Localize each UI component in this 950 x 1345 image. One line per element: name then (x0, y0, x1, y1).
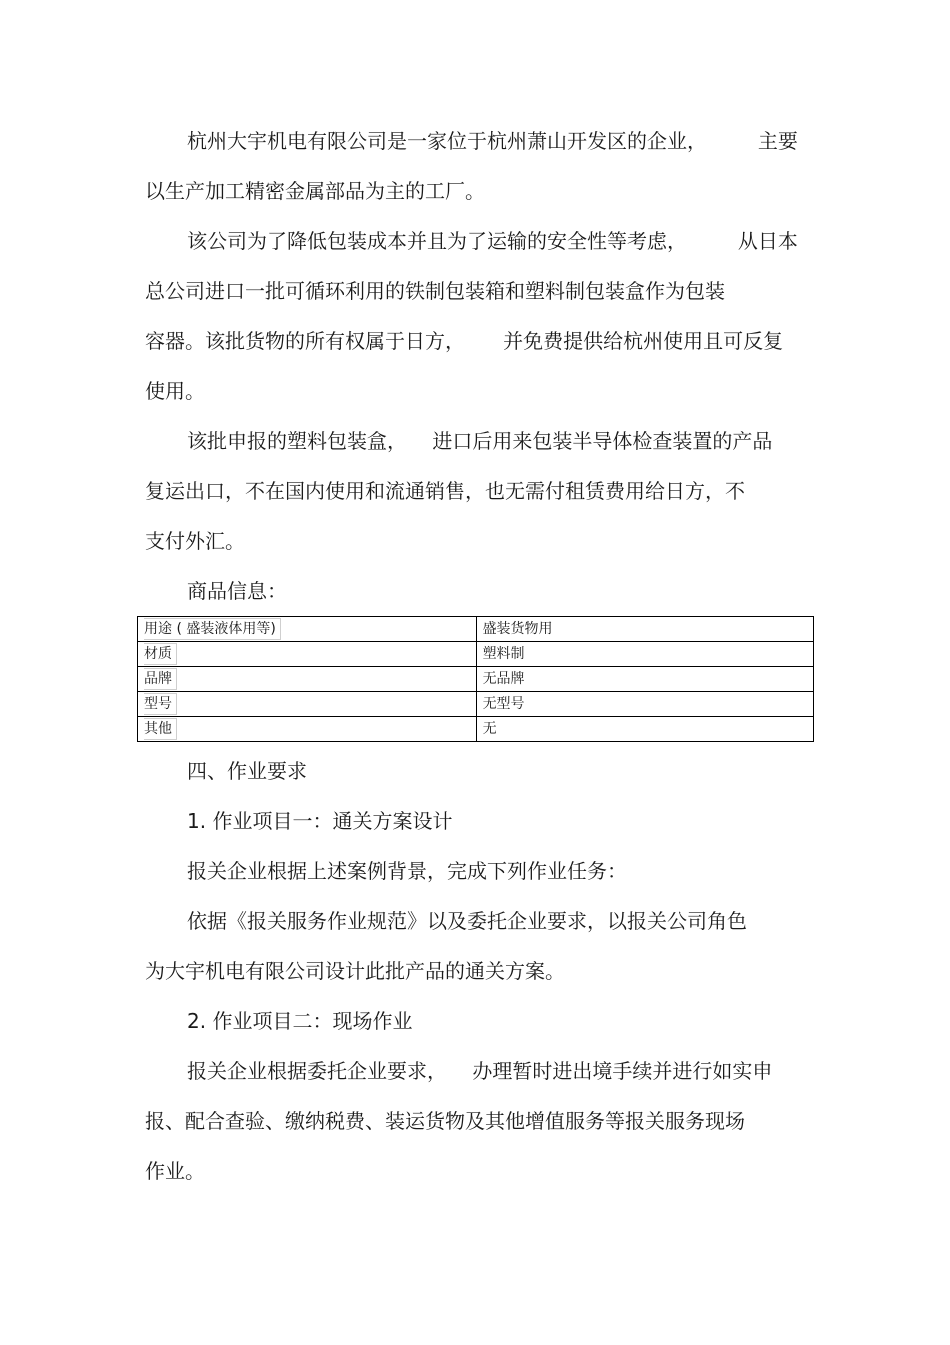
paragraph-2-line-2: 总公司进口一批可循环利用的铁制包装箱和塑料制包装盒作为包装 (145, 279, 725, 303)
section-4-heading: 四、作业要求 (187, 759, 307, 783)
table-value: 盛装货物用 (476, 617, 813, 642)
task-1-paragraph-2-line-1: 依据《报关服务作业规范》以及委托企业要求，以报关公司角色 (187, 909, 747, 933)
table-row (138, 667, 814, 692)
table-value: 无品牌 (476, 667, 813, 692)
task-1-title: 1. 作业项目一：通关方案设计 (187, 809, 453, 833)
table-key: 用途 ( 盛装液体用等) (144, 618, 281, 640)
paragraph-2-line-4: 使用。 (145, 379, 205, 403)
paragraph-1-line-1: 杭州大宇机电有限公司是一家位于杭州萧山开发区的企业， 主要 (187, 129, 798, 153)
task-1-paragraph-1: 报关企业根据上述案例背景，完成下列作业任务： (187, 859, 627, 883)
paragraph-3-line-2: 复运出口，不在国内使用和流通销售，也无需付租赁费用给日方，不 (145, 479, 745, 503)
table-key: 其他 (144, 718, 177, 740)
paragraph-3-line-3: 支付外汇。 (145, 529, 245, 553)
table-value: 塑料制 (476, 642, 813, 667)
table-row (138, 617, 814, 642)
table-key: 品牌 (144, 668, 177, 690)
table-value: 无 (476, 717, 813, 742)
paragraph-3-line-1: 该批申报的塑料包装盒， 进口后用来包装半导体检查装置的产品 (187, 429, 773, 453)
task-2-paragraph-line-2: 报、配合查验、缴纳税费、装运货物及其他增值服务等报关服务现场 (145, 1109, 745, 1133)
task-1-paragraph-2-line-2: 为大宇机电有限公司设计此批产品的通关方案。 (145, 959, 565, 983)
table-key: 型号 (144, 693, 177, 715)
task-2-paragraph-line-3: 作业。 (145, 1159, 205, 1183)
paragraph-2-line-3: 容器。该批货物的所有权属于日方， 并免费提供给杭州使用且可反复 (145, 329, 784, 353)
task-2-paragraph-line-1: 报关企业根据委托企业要求， 办理暂时进出境手续并进行如实申 (187, 1059, 773, 1083)
paragraph-2-line-1: 该公司为了降低包装成本并且为了运输的安全性等考虑， 从日本 (187, 229, 798, 253)
table-value: 无型号 (476, 692, 813, 717)
table-key: 材质 (144, 643, 177, 665)
paragraph-1-line-2: 以生产加工精密金属部品为主的工厂。 (145, 179, 485, 203)
table-row (138, 717, 814, 742)
table-row (138, 642, 814, 667)
goods-info-label: 商品信息： (187, 579, 287, 603)
task-2-title: 2. 作业项目二：现场作业 (187, 1009, 413, 1033)
table-row (138, 692, 814, 717)
goods-info-table (137, 616, 814, 742)
